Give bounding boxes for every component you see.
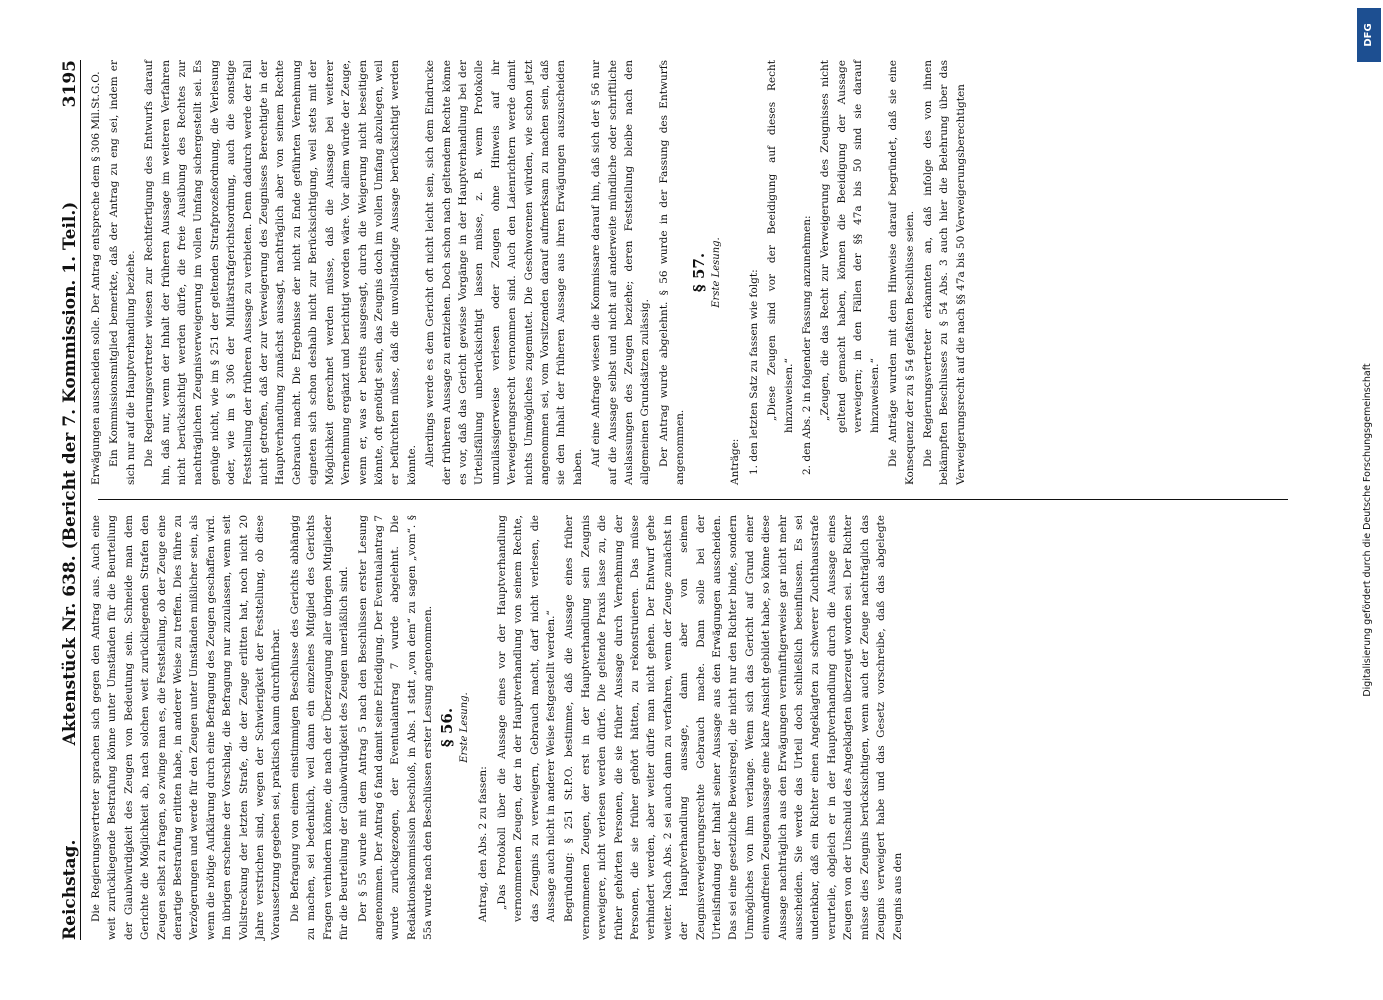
paragraph: Allerdings werde es dem Gericht oft nicht leicht sein, sich dem Eindrucke der früheren Aussage zu entziehen. Doch schon nach geltendem Rechte könne es vor, daß das Gericht gewisse Vorgänge in der Hauptverhandlung bei der Urteilsfällung unberücksichtigt lassen müsse, z. B. wenn Protokolle unzulässigerweise verlesen oder Zeugen ohne Hinweis auf ihr Verweigerungsrecht vernommen sind. Auch den Laienrichtern werde damit nichts Unmögliches zugemutet. Die Geschworenen würden, wie schon jetzt angenommen sei, vom Vorsitzenden darauf aufmerksam zu machen sein, daß sie den Inhalt der früheren Aussage aus ihren Erwägungen auszuscheiden haben. [424, 60, 584, 485]
section-subheading: Erste Lesung. [458, 692, 470, 763]
paragraph: Begründung: § 251 St.P.O. bestimme, daß die Aussage eines früher vernommenen Zeugen, der erst in der Hauptverhandlung sein Zeugnis verweigere, nicht verlesen werden dürfe. Die geltende Praxis lasse zu, die früher gehörten Personen, die sie früher Aussage durch Vernehmung der Personen, die sie früher gehört hätten, zu rekonstruieren. Das müsse verhindert werden, aber weiter dürfe man nicht gehen. Der Entwurf gehe weiter. Nach Abs. 2 sei auch dann zu verfahren, wenn der Zeuge zunächst in der Hauptverhandlung aussage, dann aber von seinem Zeugnisverweigerungsrechte Gebrauch mache. Dann solle bei der Urteilsfindung der Inhalt seiner Aussage aus den Erwägungen ausscheiden. Das sei eine gesetzliche Beweisregel, die nicht nur den Richter binde, sondern Unmögliches von ihm verlange. Wenn sich das Gericht auf Grund einer einwandfreien Zeugenaussage eine klare Ansicht gebildet habe, so könne diese Aussage nachträglich aus den Erwägungen vernünftigerweise gar nicht mehr ausscheiden. Sie werde das Urteil doch schließlich beeinflussen. Es sei undenkbar, daß ein Richter einen Angeklagten zu schwerer Zuchthausstrafe verurteile, obgleich er in der Hauptverhandlung durch die Aussage eines Zeugen von der Unschuld des Angeklagten überzeugt worden sei. Der Richter müsse dies Zeugnis berücksichtigen, wenn auch der Zeuge nachträglich das Zeugnis verweigert habe und das Gesetz vorschreibe, daß das abgelegte Zeugnis aus den [563, 515, 904, 940]
list-item: 1. den letzten Satz zu fassen wie folgt: [747, 269, 760, 475]
paragraph: Erwägungen ausscheiden solle. Der Antrag entspreche dem § 306 Mil.St.G.O. [90, 71, 102, 485]
paragraph: Der Antrag wurde abgelehnt. § 56 wurde in der Fassung des Entwurfs angenommen. [657, 60, 687, 485]
paragraph: Die Regierungsvertreter sprachen sich gegen den Antrag aus. Auch eine weit zurückliegende Bestrafung könne unter Umständen für die Beurteilung der Glaubwürdigkeit des Zeugen von Bedeutung sein. Schneide man dem Gerichte die Möglichkeit ab, nach solchen weit zurückliegenden Strafen den Zeugen selbst zu fragen, so zwinge man es, die Feststellung, ob der Zeuge eine derartige Bestrafung erlitten habe, in anderer Weise zu treffen. Dies führe zu Verzögerungen und werde für den Zeugen unter Umständen mißlicher sein, als wenn die nötige Aufklärung durch eine Befragung des Zeugen geschaffen wird. Im übrigen erscheine der Vorschlag, die Befragung nur zuzulassen, wenn seit Vollstreckung der letzten Strafe, die der Zeuge erlitten hat, noch nicht 20 Jahre verstrichen sind, wegen der Schwierigkeit der Feststellung, ob diese Voraussetzung gegeben sei, praktisch kaum durchführbar. [90, 515, 283, 940]
quoted-motion: „Das Protokoll über die Aussage eines vor der Hauptverhandlung vernommenen Zeugen, der in der Hauptverhandlung von seinem Rechte, das Zeugnis zu verweigern, Gebrauch macht, darf nicht verlesen, die Aussage auch nicht in anderer Weise festgestellt werden.“ [495, 515, 557, 922]
section-heading-57: § 57. [689, 252, 708, 293]
header-left: Reichstag. [60, 839, 80, 940]
list-item: 2. den Abs. 2 in folgender Fassung anzunehmen: [801, 215, 814, 475]
quoted-motion: „Zeugen, die das Recht zur Verweigerung des Zeugnisses nicht geltend gemacht haben, können die Beeidigung der Aussage verweigern; in den Fällen der §§ 47a bis 50 sind sie darauf hinzuweisen.“ [819, 60, 881, 433]
paragraph: Die Befragung von einem einstimmigen Beschlusse des Gerichts abhängig zu machen, sei bedenklich, weil dann ein einzelnes Mitglied des Gerichts Fragen verhindern könne, die nach der Überzeugung aller übrigen Mitglieder für die Beurteilung der Glaubwürdigkeit des Zeugen unerläßlich sind. [288, 515, 351, 940]
paragraph: Antrag, den Abs. 2 zu fassen: [477, 766, 490, 922]
digitization-note [1357, 10, 1381, 990]
rotated-content [40, 60, 1300, 940]
section-heading-56: § 56. [437, 707, 456, 748]
page-number: 3195 [60, 60, 80, 108]
paragraph: Ein Kommissionsmitglied bemerkte, daß der Antrag zu eng sei, indem er sich nur auf die Hauptverhandlung beziehe. [108, 60, 137, 485]
text-columns [88, 60, 1298, 940]
page-header [40, 60, 81, 940]
right-column [88, 60, 1298, 485]
quoted-motion: „Diese Zeugen sind vor der Beeidigung auf dieses Recht hinzuweisen.“ [766, 60, 795, 433]
left-column [88, 515, 1298, 940]
paragraph: Die Regierungsvertreter wiesen zur Rechtfertigung des Entwurfs darauf hin, daß nur, wenn der Inhalt der früheren Aussage im weiteren Verfahren nicht berücksichtigt werden dürfe, die freie Ausübung des Rechtes zur nachträglichen Zeugnisverweigerung im vollen Umfang sichergestellt sei. Es genüge nicht, wie im § 251 der geltenden Strafprozeßordnung, die Verlesung oder, wie im § 306 der Militärstrafgerichtsordnung, auch die sonstige Feststellung der früheren Aussage zu verbieten. Denn dadurch werde der Fall nicht getroffen, daß der zur Verweigerung des Zeugnisses Berechtigte in der Hauptverhandlung zunächst aussagt, nachträglich aber von seinem Rechte Gebrauch macht. Die Ergebnisse der nicht zu Ende geführten Vernehmung eigneten sich schon deshalb nicht zur Berücksichtigung, weil stets mit der Möglichkeit gerechnet werden müsse, daß die Aussage bei weiterer Vernehmung ergänzt und berichtigt worden wäre. Vor allem würde der Zeuge, wenn er, was er bereits ausgesagt, durch die Weigerung nicht beseitigen könnte, oft genötigt sein, das Zeugnis doch im vollen Umfang abzulegen, weil er befürchten müsse, daß die unvollständige Aussage berücksichtigt werden könnte. [143, 60, 418, 485]
digitization-note-text: Digitalisierung gefördert durch die Deutsche Forschungsgemeinschaft [1362, 363, 1373, 697]
section-subheading: Erste Lesung. [711, 237, 723, 308]
paragraph: Die Anträge wurden mit dem Hinweise darauf begründet, daß sie eine Konsequenz der zu § 54 gefaßten Beschlüsse seien. [887, 60, 916, 485]
column-divider [98, 499, 1288, 500]
digitization-note-wrapper [1357, 70, 1381, 990]
paragraph: Anträge: [729, 438, 742, 485]
header-title: Aktenstück Nr. 638. (Bericht der 7. Kommission. 1. Teil.) [60, 201, 80, 746]
paragraph: Der § 55 wurde mit dem Antrag 5 nach den Beschlüssen erster Lesung angenommen. Der Antrag 6 fand damit seine Erledigung. Der Eventualantrag 7 wurde zurückgezogen, der Eventualantrag 7 wurde abgelehnt. Die Redaktionskommission beschloß, in Abs. 1 statt „von dem“ zu sagen „vom“. § 55a wurde nach den Beschlüssen erster Lesung angenommen. [356, 514, 435, 940]
paragraph: Auf eine Anfrage wiesen die Kommissare darauf hin, daß sich der § 56 nur auf die Aussage selbst und nicht auf anderweite mündliche oder schriftliche Auslassungen des Zeugen beziehe; deren Feststellung bleibe nach den allgemeinen Grundsätzen zulässig. [590, 60, 652, 485]
dfg-badge-text: DFG [1363, 23, 1374, 47]
paragraph: Die Regierungsvertreter erkannten an, daß infolge des von ihnen bekämpften Beschlusses zu § 54 Abs. 3 auch hier die Belehrung über das Verweigerungsrecht auf die nach §§ 47a bis 50 Verweigerungsberechtigten [921, 60, 967, 485]
scanned-page [10, 0, 1330, 1000]
